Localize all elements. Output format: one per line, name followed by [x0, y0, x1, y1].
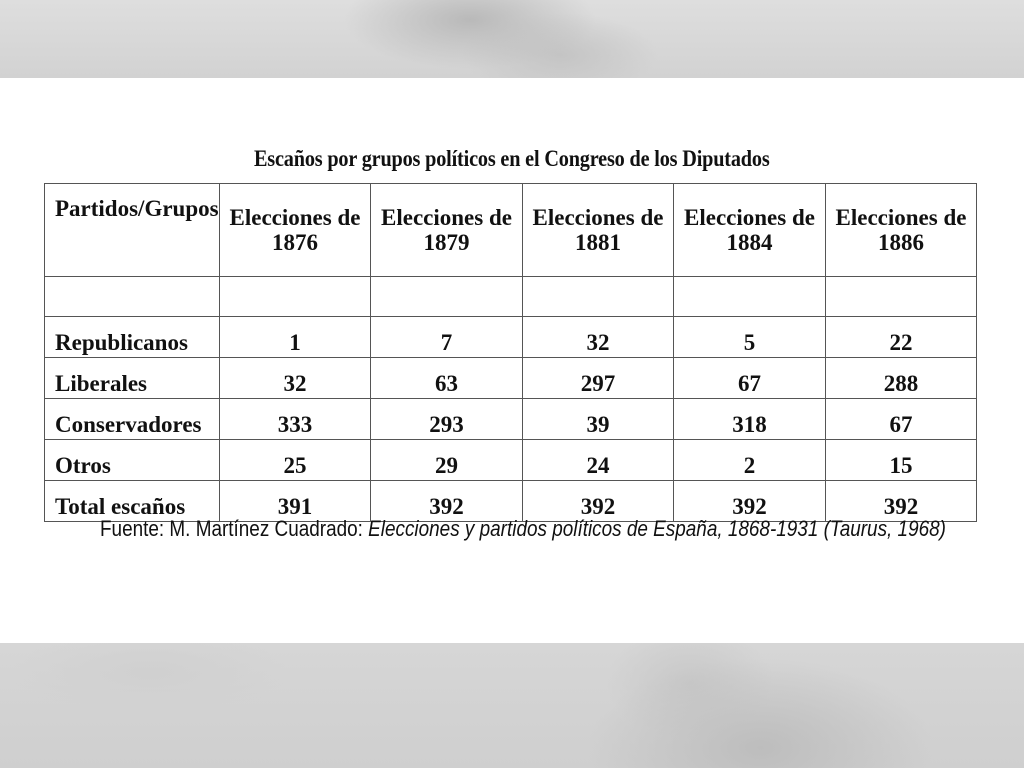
row-label: Republicanos — [45, 317, 220, 358]
table-cell: 293 — [371, 399, 523, 440]
table-cell: 2 — [674, 440, 826, 481]
table-cell: 7 — [371, 317, 523, 358]
slide — [0, 78, 1024, 643]
table-cell: 15 — [826, 440, 977, 481]
table-cell: 29 — [371, 440, 523, 481]
table-row — [45, 440, 977, 481]
column-header: Partidos/Grupos — [45, 184, 220, 277]
table-cell: 318 — [674, 399, 826, 440]
table-cell: 392 — [371, 481, 523, 522]
column-header: Elecciones de 1886 — [826, 184, 977, 277]
table-title: Escaños por grupos políticos en el Congreso de los Diputados — [253, 146, 770, 171]
column-header: Elecciones de 1879 — [371, 184, 523, 277]
table-cell: 32 — [220, 358, 371, 399]
table-cell: 22 — [826, 317, 977, 358]
background-photo-top — [0, 0, 1024, 78]
column-header: Elecciones de 1881 — [523, 184, 674, 277]
table-cell: 1 — [220, 317, 371, 358]
table-cell: 288 — [826, 358, 977, 399]
table-cell: 392 — [674, 481, 826, 522]
source-prefix: Fuente: M. Martínez Cuadrado: — [100, 516, 369, 541]
table-row — [45, 317, 977, 358]
table-row — [45, 358, 977, 399]
source-work: Elecciones y partidos políticos de España, 1868-1931 (Taurus, 1968) — [368, 516, 946, 541]
header-row — [45, 184, 977, 277]
source-citation — [100, 516, 946, 542]
empty-cell — [45, 277, 220, 317]
row-label: Otros — [45, 440, 220, 481]
table-cell: 392 — [826, 481, 977, 522]
table-cell: 63 — [371, 358, 523, 399]
table-cell: 333 — [220, 399, 371, 440]
table-cell: 67 — [674, 358, 826, 399]
column-header: Elecciones de 1884 — [674, 184, 826, 277]
table-cell: 39 — [523, 399, 674, 440]
empty-cell — [523, 277, 674, 317]
table-row — [45, 399, 977, 440]
table-cell: 24 — [523, 440, 674, 481]
seats-table — [44, 183, 977, 522]
empty-cell — [371, 277, 523, 317]
empty-cell — [220, 277, 371, 317]
empty-cell — [826, 277, 977, 317]
table-cell: 25 — [220, 440, 371, 481]
table-cell: 32 — [523, 317, 674, 358]
empty-row — [45, 277, 977, 317]
row-label: Liberales — [45, 358, 220, 399]
table-cell: 5 — [674, 317, 826, 358]
row-label: Conservadores — [45, 399, 220, 440]
row-label: Total escaños — [45, 481, 220, 522]
table-cell: 297 — [523, 358, 674, 399]
background-photo-bottom — [0, 643, 1024, 768]
table-cell: 67 — [826, 399, 977, 440]
table-cell: 391 — [220, 481, 371, 522]
empty-cell — [674, 277, 826, 317]
column-header: Elecciones de 1876 — [220, 184, 371, 277]
table-cell: 392 — [523, 481, 674, 522]
